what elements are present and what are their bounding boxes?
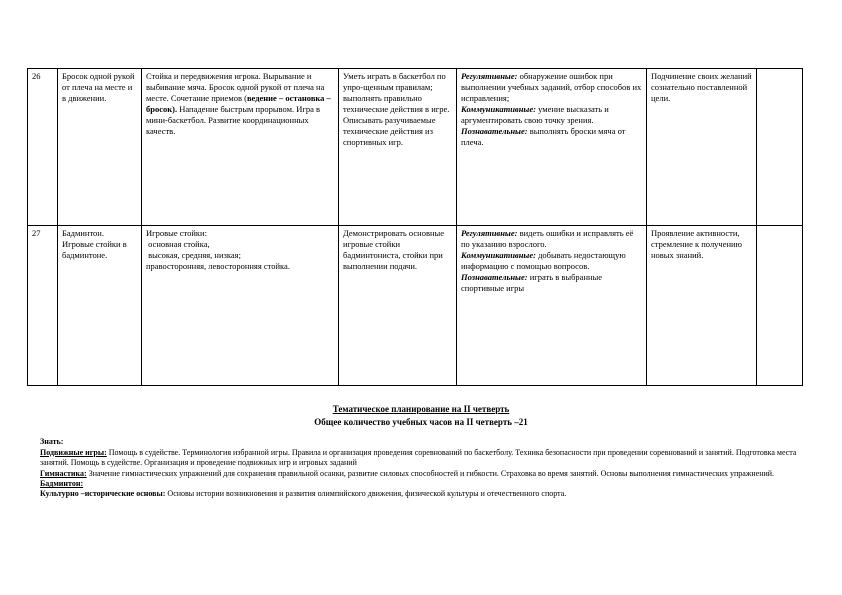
cell-requirements	[339, 69, 457, 226]
cell-empty	[757, 69, 803, 226]
text-run: Гимнастика:	[40, 468, 87, 478]
cell-personal-results	[647, 226, 757, 386]
paragraph	[651, 228, 752, 261]
text-run: Игровые стойки в бадминтоне.	[62, 239, 129, 261]
paragraph	[343, 71, 452, 148]
paragraph	[461, 71, 642, 104]
paragraph	[62, 71, 137, 104]
table-row	[28, 69, 803, 226]
paragraph	[146, 239, 334, 250]
text-run: Бадминтон.	[62, 228, 104, 238]
paragraph	[40, 469, 802, 479]
lesson-plan-table	[27, 68, 803, 386]
paragraph	[461, 250, 642, 272]
paragraph	[146, 250, 334, 261]
cell-content	[142, 226, 339, 386]
text-run: играть в выбранные спортивные игры	[461, 272, 605, 294]
text-run: Регулятивные:	[461, 228, 518, 238]
text-run: Стойка и передвижения игрока. Вырывание и выбивание мяча. Бросок одной рукой от плеча на месте. Сочетание приемов (	[146, 71, 327, 104]
paragraph	[461, 126, 642, 148]
paragraph	[40, 489, 802, 499]
paragraph	[40, 437, 802, 447]
text-run: Проявление активности, стремление к получению новых знаний.	[651, 228, 745, 261]
paragraph	[62, 239, 137, 261]
text-run: Подвижные игры:	[40, 447, 107, 457]
paragraph	[146, 228, 334, 239]
paragraph	[461, 228, 642, 250]
text-run: Игровые стойки:	[146, 228, 207, 238]
text-run: Познавательные:	[461, 272, 528, 283]
text-run: Помощь в судействе. Терминология избранной игры. Правила и организация проведения соревнований по баскетболу. Техника безопасности при проведении соревнований и занятий. Подготовка места занятий. Помощь в судействе. Организация и проведение подвижных игр и игровых заданий	[40, 447, 799, 468]
text-run: Регулятивные:	[461, 71, 518, 81]
text-run: основная стойка,	[146, 239, 210, 250]
text-run: Познавательные:	[461, 126, 528, 137]
text-run: Подчинение своих желаний сознательно поставленной цели.	[651, 71, 754, 104]
text-run: выполнять броски мяча от плеча.	[461, 126, 628, 148]
text-run: Бадминтон:	[40, 478, 84, 488]
paragraph	[40, 479, 802, 489]
text-run: Знать:	[40, 437, 64, 447]
text-run: видеть ошибки и исправлять её по указанию взрослого.	[461, 228, 636, 250]
cell-theme	[58, 226, 142, 386]
text-run: умение высказать и аргументировать свою точку зрения.	[461, 104, 611, 126]
paragraph	[40, 448, 802, 469]
cell-empty	[757, 226, 803, 386]
paragraph	[343, 228, 452, 272]
text-run: правосторонняя, левосторонняя стойка.	[146, 261, 290, 272]
text-run: Уметь играть в баскетбол по упро-щенным правилам; выполнять правильно технические действия в игре. Описывать разучиваемые технические действия из спортивных игр.	[343, 71, 452, 148]
notes-block	[40, 437, 802, 499]
cell-uud	[457, 226, 647, 386]
table-row	[28, 226, 803, 386]
paragraph	[146, 71, 334, 137]
cell-content	[142, 69, 339, 226]
cell-requirements	[339, 226, 457, 386]
cell-personal-results	[647, 69, 757, 226]
text-run: Коммуникативные:	[461, 104, 536, 115]
paragraph	[651, 71, 752, 104]
section-title: Тематическое планирование на II четверть	[332, 404, 510, 414]
text-run: Культурно –исторические основы:	[40, 489, 166, 499]
cell-theme	[58, 69, 142, 226]
paragraph	[146, 261, 334, 272]
text-run: Нападение быстрым прорывом. Игра в мини-баскетбол. Развитие координационных качеств.	[146, 104, 323, 137]
text-run: Значение гимнастических упражнений для сохранения правильной осанки, развитие силовых способностей и гибкости. Страховка во время занятий. Основы выполнения гимнастических упражнений.	[86, 468, 775, 478]
footer-section	[40, 404, 802, 500]
paragraph	[461, 104, 642, 126]
text-run: высокая, средняя, низкая;	[146, 250, 241, 261]
text-run: Бросок одной рукой от плеча на месте и в движении.	[62, 71, 137, 104]
text-run: Коммуникативные:	[461, 250, 536, 261]
paragraph	[62, 228, 137, 239]
paragraph	[461, 272, 642, 294]
text-run: Демонстрировать основные игровые стойки бадминтониста, стойки при выполнении подачи.	[343, 228, 447, 272]
cell-lesson-number: 27	[28, 226, 58, 386]
cell-lesson-number: 26	[28, 69, 58, 226]
section-subtitle: Общее количество учебных часов на II четверть –21	[314, 416, 528, 427]
cell-uud	[457, 69, 647, 226]
text-run: ведение – остановка – бросок).	[146, 93, 333, 115]
text-run: обнаружение ошибок при выполнении учебных заданий, отбор способов их исправления;	[461, 71, 644, 104]
text-run: добывать недостающую информацию с помощью вопросов.	[461, 250, 628, 272]
text-run: Основы истории возникновения и развития олимпийского движения, физической культуры и отечественного спорта.	[165, 489, 567, 499]
